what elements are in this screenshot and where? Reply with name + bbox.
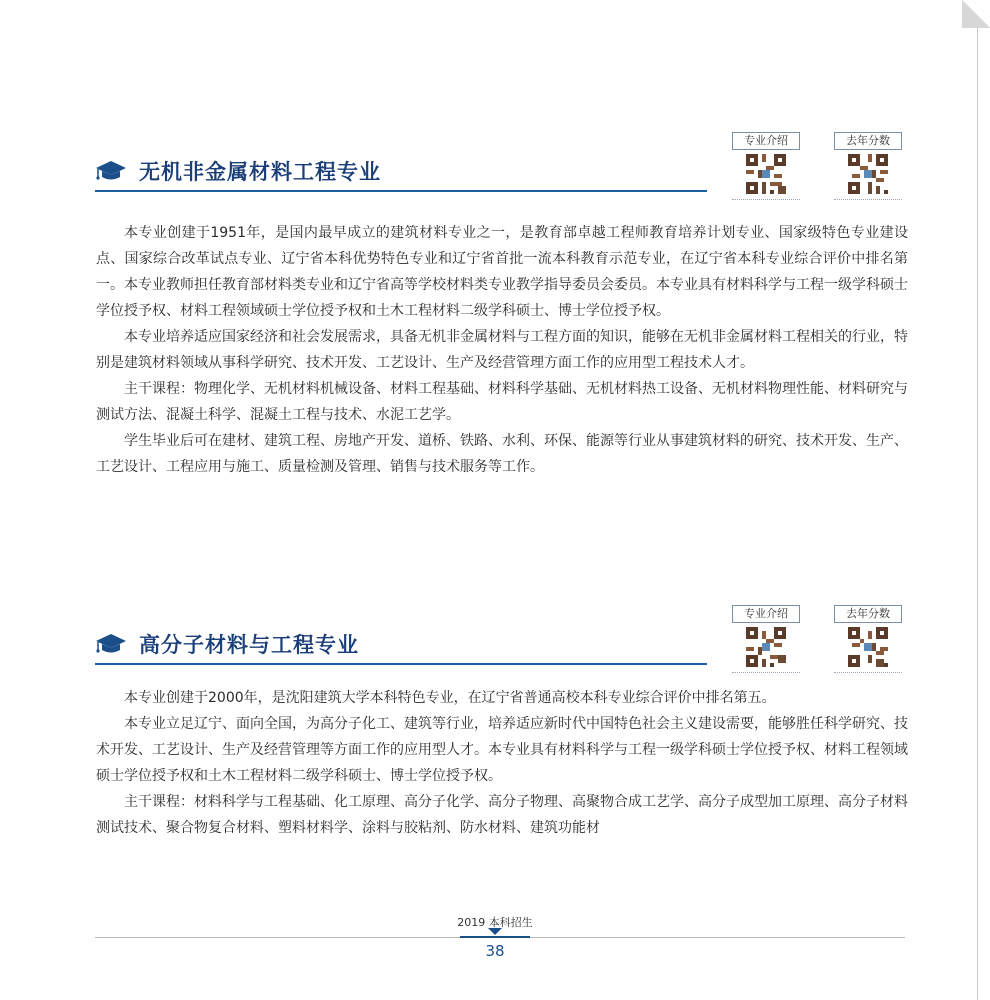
paragraph: 本专业创建于1951年，是国内最早成立的建筑材料专业之一，是教育部卓越工程师教育培养计划专业、国家级特色专业建设点、国家综合改革试点专业、辽宁省本科优势特色专业和辽宁省首批一流本科教育示范专业，在辽宁省本科专业综合评价中排名第一。本专业教师担任教育部材料类专业和辽宁省高等学校材料类专业教学指导委员会委员。本专业具有材料科学与工程一级学科硕士学位授予权、材料工程领域硕士学位授予权和土木工程材料二级学科硕士、博士学位授予权。 <box>96 225 908 319</box>
qr-last-year-score[interactable] <box>834 605 902 673</box>
qr-divider <box>732 671 800 673</box>
footer-marker-icon <box>488 928 502 935</box>
section-header <box>95 629 707 665</box>
qr-code-icon[interactable] <box>746 627 786 667</box>
qr-label: 专业介绍 <box>732 605 800 623</box>
section-title: 无机非金属材料工程专业 <box>139 160 381 184</box>
paragraph: 主干课程：材料科学与工程基础、化工原理、高分子化学、高分子物理、高聚物合成工艺学、高分子成型加工原理、高分子材料测试技术、聚合物复合材料、塑料材料学、涂料与胶粘剂、防水材料、建筑功能材 <box>96 794 908 836</box>
qr-label: 专业介绍 <box>732 132 800 150</box>
qr-code-icon[interactable] <box>848 154 888 194</box>
paragraph: 学生毕业后可在建材、建筑工程、房地产开发、道桥、铁路、水利、环保、能源等行业从事建筑材料的研究、技术开发、生产、工艺设计、工程应用与施工、质量检测及管理、销售与技术服务等工作。 <box>96 433 908 475</box>
paragraph: 本专业培养适应国家经济和社会发展需求，具备无机非金属材料与工程方面的知识，能够在无机非金属材料工程相关的行业，特别是建筑材料领域从事科学研究、技术开发、工艺设计、生产及经营管理方面工作的应用型工程技术人才。 <box>96 329 908 371</box>
section-header <box>95 156 707 192</box>
page-edge-line <box>977 0 990 1000</box>
qr-code-icon[interactable] <box>848 627 888 667</box>
paragraph: 本专业立足辽宁、面向全国，为高分子化工、建筑等行业，培养适应新时代中国特色社会主义建设需要，能够胜任科学研究、技术开发、工艺设计、生产及经营管理等方面工作的应用型人才。本专业具有材料科学与工程一级学科硕士学位授予权、材料工程领域硕士学位授予权和土木工程材料二级学科硕士、博士学位授予权。 <box>96 716 908 784</box>
qr-major-intro[interactable] <box>732 605 800 673</box>
qr-label: 去年分数 <box>834 605 902 623</box>
section-body <box>96 220 908 480</box>
qr-divider <box>732 198 800 200</box>
footer-divider-accent <box>460 936 530 938</box>
qr-divider <box>834 198 902 200</box>
graduation-cap-icon <box>95 160 127 182</box>
qr-code-icon[interactable] <box>746 154 786 194</box>
qr-divider <box>834 671 902 673</box>
footer-label: 2019 本科招生 <box>457 916 533 929</box>
qr-label: 去年分数 <box>834 132 902 150</box>
paragraph: 本专业创建于2000年，是沈阳建筑大学本科特色专业，在辽宁省普通高校本科专业综合评价中排名第五。 <box>124 690 776 706</box>
section-body <box>96 685 908 841</box>
qr-major-intro[interactable] <box>732 132 800 200</box>
section-title: 高分子材料与工程专业 <box>139 633 359 657</box>
page-corner-fold <box>962 0 990 28</box>
page-number: 38 <box>485 942 505 960</box>
qr-last-year-score[interactable] <box>834 132 902 200</box>
graduation-cap-icon <box>95 633 127 655</box>
paragraph: 主干课程：物理化学、无机材料机械设备、材料工程基础、材料科学基础、无机材料热工设备、无机材料物理性能、材料研究与测试方法、混凝土科学、混凝土工程与技术、水泥工艺学。 <box>96 381 908 423</box>
